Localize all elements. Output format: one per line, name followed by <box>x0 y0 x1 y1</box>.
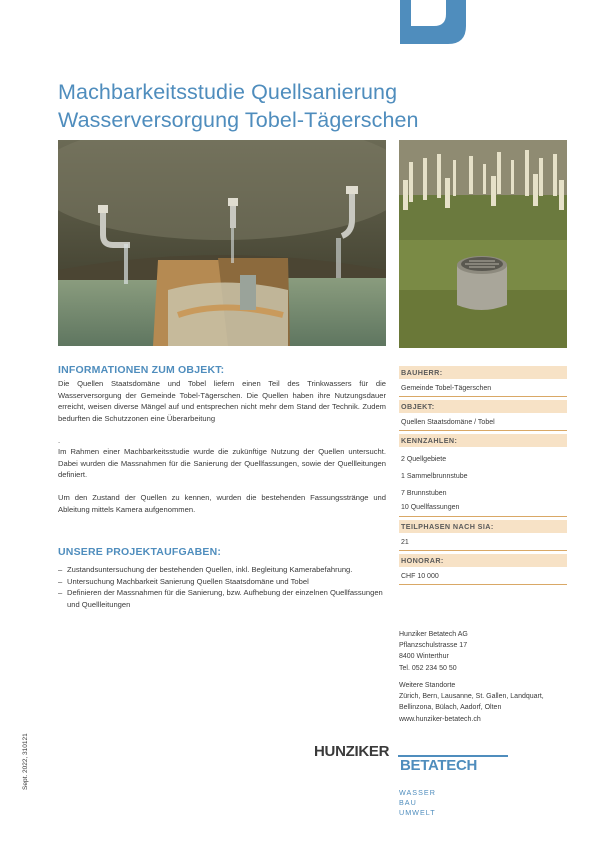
tasks-list <box>58 564 386 610</box>
task-text: Zustandsuntersuchung der bestehenden Quellen, inkl. Begleitung Kamerabefahrung. <box>67 565 353 574</box>
page-title-line-1: Machbarkeitsstudie Quellsanierung <box>58 80 398 104</box>
hunziker-betatech-logo <box>314 742 508 772</box>
info-paragraph-dot: . <box>58 436 61 445</box>
task-text: Definieren der Massnahmen für die Sanierung, bzw. Aufhebung der einzelnen Quellfassungen und Quellleitungen <box>67 588 383 609</box>
task-item <box>58 564 386 576</box>
company-phone: Tel. 052 234 50 50 <box>399 664 457 672</box>
company-name: Hunziker Betatech AG <box>399 631 468 638</box>
locations-list: Zürich, Bern, Lausanne, St. Gallen, Landquart, Bellinzona, Bülach, Aadorf, Olten <box>399 693 544 712</box>
info-paragraph-3: Um den Zustand der Quellen zu kennen, wurden die bestehenden Fassungsstränge und Ableitung mittels Kamera aufgenommen. <box>58 493 386 514</box>
kennzahlen-label: KENNZAHLEN: <box>399 434 567 447</box>
tagline-line: BAU <box>399 798 417 807</box>
bauherr-value: Gemeinde Tobel-Tägerschen <box>399 383 567 397</box>
kennzahl-item: 10 Quellfassungen <box>399 502 567 517</box>
locations-heading: Weitere Standorte <box>399 682 456 689</box>
tagline-line: WASSER <box>399 788 436 797</box>
objekt-label: OBJEKT: <box>399 400 567 413</box>
logo-part-2: BETATECH <box>400 757 478 772</box>
teilphasen-label: TEILPHASEN NACH SIA: <box>399 520 567 533</box>
project-facts-sidebar <box>399 366 567 588</box>
objekt-value: Quellen Staatsdomäne / Tobel <box>399 417 567 431</box>
company-city: 8400 Winterthur <box>399 653 449 661</box>
honorar-value: CHF 10 000 <box>399 571 567 585</box>
tasks-heading: UNSERE PROJEKTAUFGABEN: <box>58 546 222 558</box>
task-dash: – <box>58 565 63 574</box>
task-dash: – <box>58 576 63 586</box>
header-emblem <box>400 0 466 44</box>
task-item <box>58 587 386 610</box>
spring-shaft-meadow-photo <box>399 140 567 348</box>
task-text: Untersuchung Machbarkeit Sanierung Quellen Staatsdomäne und Tobel <box>67 576 309 586</box>
bauherr-label: BAUHERR: <box>399 366 567 379</box>
website-link[interactable]: www.hunziker-betatech.ch <box>399 715 481 723</box>
tagline-line: UMWELT <box>399 808 436 817</box>
kennzahl-item: 7 Brunnstuben <box>401 490 447 497</box>
info-heading: INFORMATIONEN ZUM OBJEKT: <box>58 364 225 376</box>
task-dash: – <box>58 588 63 597</box>
company-street: Pflanzschulstrasse 17 <box>399 642 468 650</box>
honorar-label: HONORAR: <box>399 554 567 567</box>
page-title-line-2: Wasserversorgung Tobel-Tägerschen <box>58 108 419 132</box>
tagline <box>399 788 436 818</box>
kennzahl-item: 2 Quellgebiete <box>401 456 447 463</box>
teilphasen-value: 21 <box>399 537 567 551</box>
info-paragraph-2: Im Rahmen einer Machbarkeitsstudie wurde die zukünftige Nutzung der Quellen untersucht. Dabei wurden die Massnahmen für die Sanierung der Quellfassungen, sowie der Quellleitungen definiert. <box>58 447 386 479</box>
info-paragraph-1: Die Quellen Staatsdomäne und Tobel liefern einen Teil des Trinkwassers für die Wasserversorgung der Gemeinde Tobel-Tägerschen. Die Quellen haben ihre Nutzungsdauer erreicht, weisen diverse Mängel auf und entsprechen nicht mehr dem Stand der Technik. Zudem bedurften die Schutzzonen eine Überarbeitung <box>58 379 386 423</box>
document-date: Sept. 2022, 310121 <box>22 733 29 790</box>
task-item <box>58 576 386 588</box>
logo-part-1: HUNZIKER <box>314 743 390 760</box>
company-address <box>399 629 468 674</box>
spring-chamber-photo <box>58 140 386 346</box>
locations <box>399 680 569 725</box>
kennzahl-item: 1 Sammelbrunnstube <box>401 473 468 480</box>
